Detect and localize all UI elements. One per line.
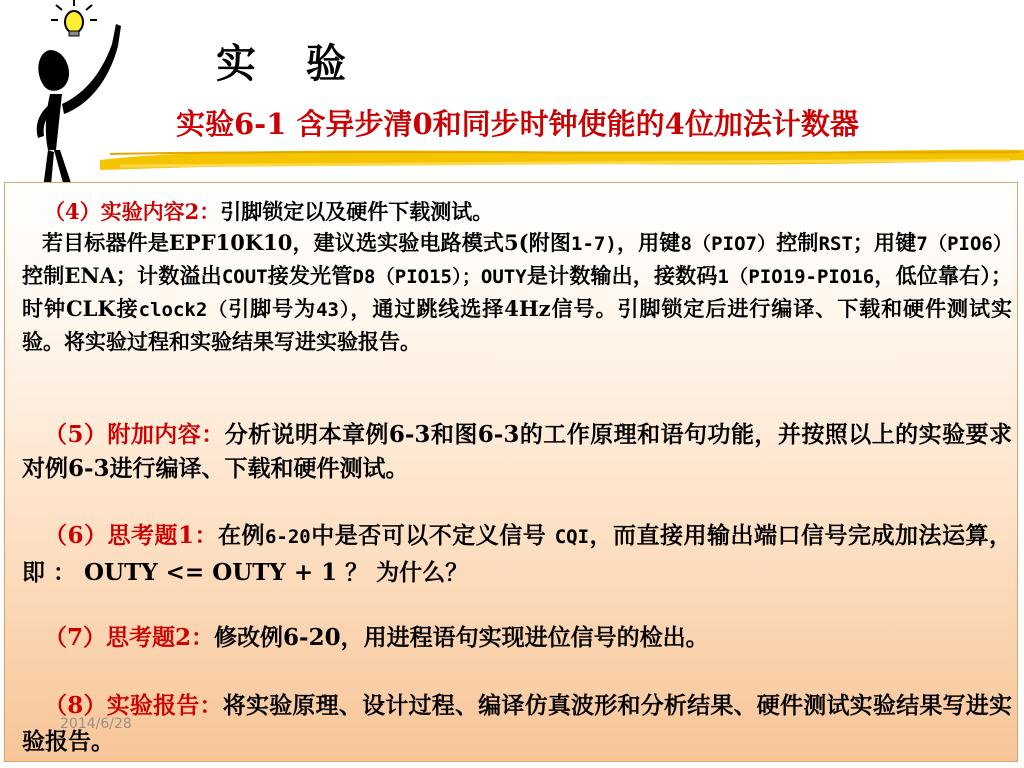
slide-title: 实 验	[216, 40, 364, 87]
text-run: ，而直接用输出端口信号完成加法运算，即 ： OUTY <= OUTY + 1 ？ 为什么？	[22, 522, 1013, 586]
text-run: 控制ENA；计数溢出	[22, 263, 222, 288]
text-run: ，通过跳线选择4Hz信号。引脚锁定后进行编译、下载和硬件测试实验。将实验过程和实验结果写进实验报告。	[22, 296, 1012, 354]
text-run: ，低位靠右）；时钟CLK接	[22, 263, 1013, 321]
section-4	[22, 196, 1012, 357]
text-run: 在例	[217, 522, 265, 549]
section-5-heading: （5）附加内容：	[44, 421, 225, 448]
section-5-body: 分析说明本章例6-3和图6-3的工作原理和语句功能，并按照以上的实验要求对例6-3进行编译、下载和硬件测试。	[22, 421, 1012, 482]
light-bulb-icon	[51, 0, 97, 36]
code-run: clock2（	[138, 299, 229, 321]
section-7-body: 修改例6-20，用进程语句实现进位信号的检出。	[214, 624, 709, 651]
code-run: 8（PIO7）	[680, 233, 777, 255]
text-run: ，用键	[616, 230, 681, 255]
section-6	[22, 518, 1012, 591]
slide-date: 2014/6/28	[60, 716, 132, 732]
section-7	[22, 620, 1012, 656]
section-7-heading: （7）思考题2：	[44, 624, 215, 651]
code-run: 6-20	[264, 526, 311, 548]
section-4-heading: （4）实验内容2：	[44, 199, 221, 224]
text-run: 若目标器件是EPF10K10，建议选实验电路模式5(附图	[42, 230, 572, 255]
text-run: 接发光管	[267, 263, 353, 288]
code-run: 7（PIO6）	[916, 233, 1013, 255]
section-4-line1: 引脚锁定以及硬件下载测试。	[220, 199, 494, 224]
text-run: 是计数输出，接数码	[526, 263, 718, 288]
slide-subtitle: 实验6-1 含异步清0和同步时钟使能的4位加法计数器	[176, 107, 859, 141]
code-run: RST	[818, 233, 853, 255]
section-8	[22, 688, 1012, 760]
code-run: 43）	[316, 299, 351, 321]
section-8-heading: （8）实验报告：	[44, 692, 223, 719]
text-run: 控制	[776, 230, 819, 255]
section-8-body: 将实验原理、设计过程、编译仿真波形和分析结果、硬件测试实验结果写进实验报告。	[22, 692, 1012, 755]
code-run: D8（PIO15）；OUTY	[352, 266, 527, 288]
brush-stroke-decoration	[100, 140, 1024, 174]
section-4-intro	[22, 196, 1012, 227]
code-run: CQI	[554, 526, 590, 548]
text-run: ；用键	[852, 230, 917, 255]
section-5	[22, 418, 1012, 486]
text-run: 中是否可以不定义信号	[310, 522, 555, 549]
section-6-heading: （6）思考题1：	[44, 522, 218, 549]
section-4-body	[22, 227, 1012, 357]
code-run: 1（PIO19-PIO16	[717, 266, 875, 288]
text-run: 引脚号为	[228, 296, 317, 321]
code-run: 1-7)	[571, 233, 617, 255]
code-run: COUT	[221, 266, 268, 288]
